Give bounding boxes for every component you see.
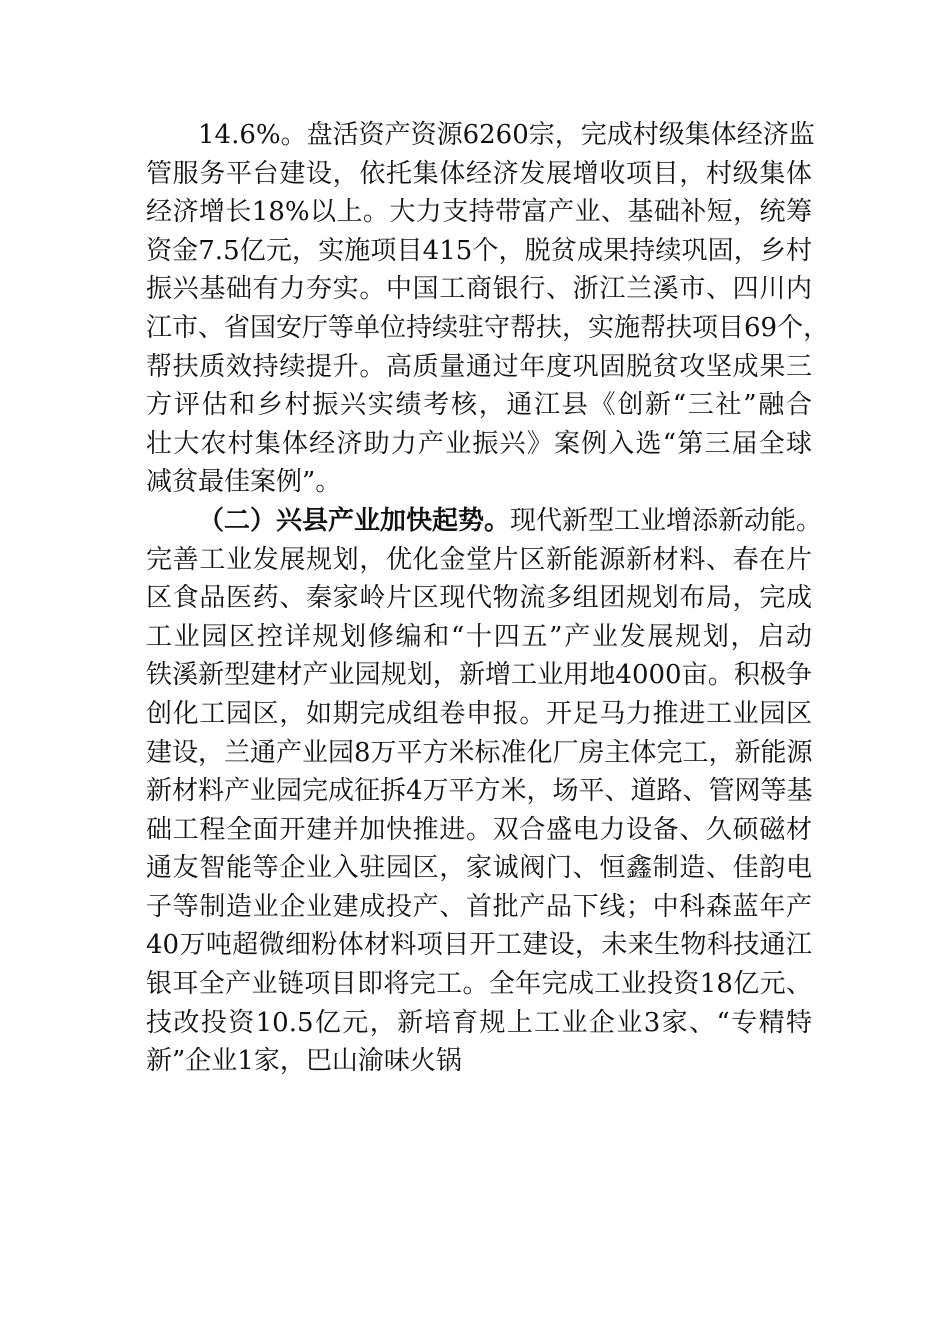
text-line: 铁溪新型建材产业园规划，新增工业用地4000亩。积极争 — [146, 660, 812, 691]
text-line: 础工程全面开建并加快推进。双合盛电力设备、久硕磁材 — [146, 814, 812, 845]
text-line: 完善工业发展规划，优化金堂片区新能源新材料、春在片 — [146, 544, 812, 575]
text-line: 技改投资10.5亿元，新培育规上工业企业3家、“专精特 — [146, 1007, 812, 1038]
text-line: 经济增长18%以上。大力支持带富产业、基础补短，统筹 — [146, 197, 812, 228]
text-line — [146, 502, 823, 541]
section-heading: （二）兴县产业加快起势。 — [198, 505, 511, 536]
text-line: 资金7.5亿元，实施项目415个，脱贫成果持续巩固，乡村 — [146, 235, 812, 266]
paragraph-1 — [146, 116, 830, 502]
text-line: 振兴基础有力夯实。中国工商银行、浙江兰溪市、四川内 — [146, 274, 812, 305]
heading-line-rest: 现代新型工业增添新动能。 — [510, 505, 823, 536]
text-line: 新”企业1家，巴山渝味火锅 — [146, 1046, 462, 1077]
paragraph-2 — [146, 502, 823, 1081]
text-line: 减贫最佳案例”。 — [146, 467, 342, 498]
text-line: 40万吨超微细粉体材料项目开工建设，未来生物科技通江 — [146, 930, 812, 961]
text-line: 银耳全产业链项目即将完工。全年完成工业投资18亿元、 — [146, 969, 812, 1000]
text-line: 子等制造业企业建成投产、首批产品下线；中科森蓝年产 — [146, 891, 812, 922]
text-line: 14.6%。盘活资产资源6260宗，完成村级集体经济监 — [198, 120, 815, 150]
text-line: 工业园区控详规划修编和“十四五”产业发展规划，启动 — [146, 621, 812, 652]
text-line: 帮扶质效持续提升。高质量通过年度巩固脱贫攻坚成果三 — [146, 351, 812, 382]
text-line: 通友智能等企业入驻园区，家诚阀门、恒鑫制造、佳韵电 — [146, 853, 812, 884]
text-line: 新材料产业园完成征拆4万平方米，场平、道路、管网等基 — [146, 776, 813, 807]
text-line: 区食品医药、秦家岭片区现代物流多组团规划布局，完成 — [146, 583, 812, 614]
body-text — [146, 116, 830, 1081]
text-line: 管服务平台建设，依托集体经济发展增收项目，村级集体 — [146, 158, 812, 189]
text-line: 壮大农村集体经济助力产业振兴》案例入选“第三届全球 — [146, 428, 812, 459]
text-line: 方评估和乡村振兴实绩考核，通江县《创新“三社”融合 — [146, 390, 812, 421]
text-line: 江市、省国安厅等单位持续驻守帮扶，实施帮扶项目69个， — [146, 312, 830, 343]
text-line: 创化工园区，如期完成组卷申报。开足马力推进工业园区 — [146, 698, 812, 729]
text-line: 建设，兰通产业园8万平方米标准化厂房主体完工，新能源 — [146, 737, 813, 768]
